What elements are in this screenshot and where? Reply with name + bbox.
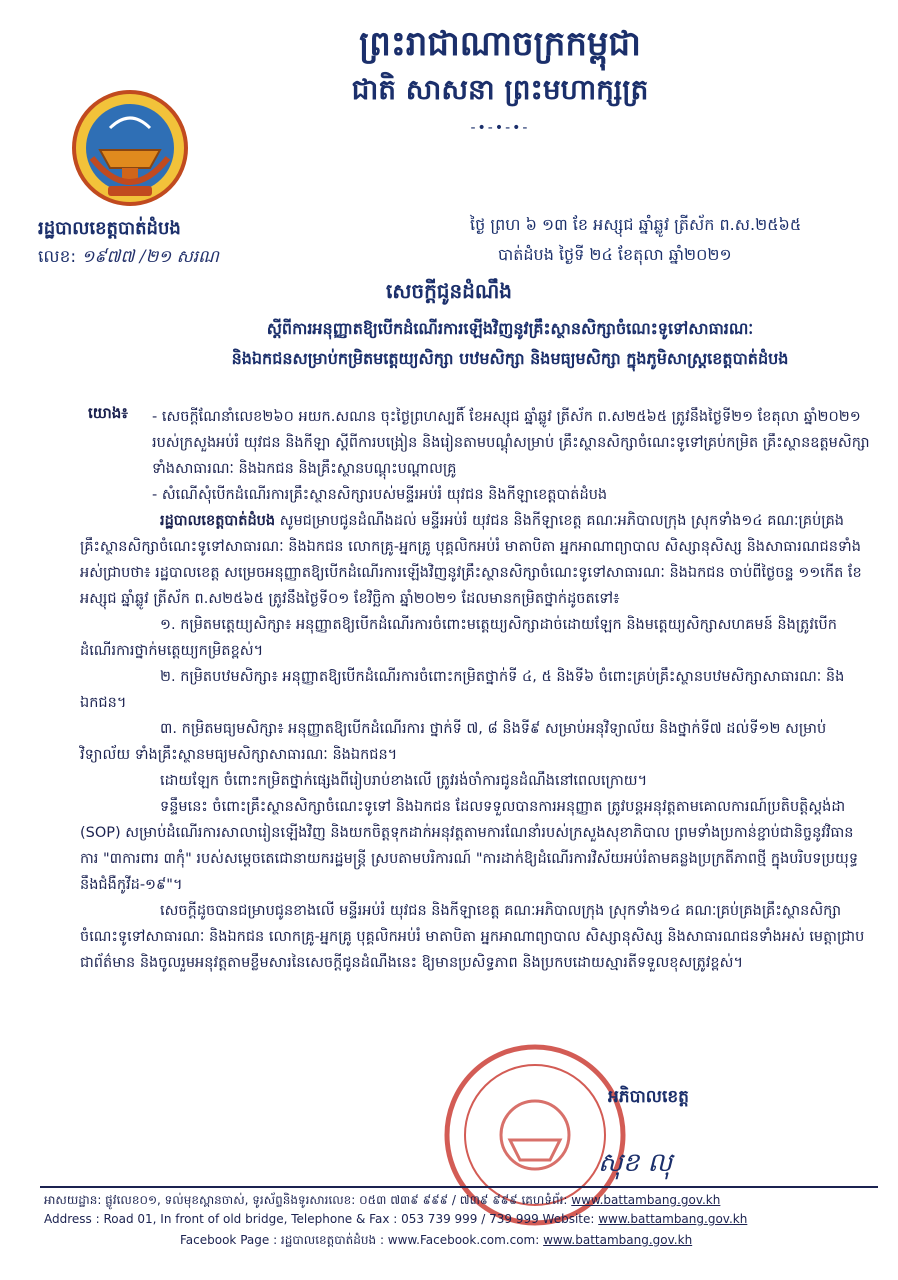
closing-paragraph: សេចក្តីដូចបានជម្រាបជូនខាងលើ មន្ទីរអប់រំ យុវជន និងកីឡាខេត្ត គណៈអភិបាលក្រុង ស្រុកទាំង១៤ គណៈគ្រប់គ្រងគ្រឹះស្ថានសិក្សាចំណេះទូទៅសាធារណៈ និងឯកជន លោកគ្រូ-អ្នកគ្រូ បុគ្គលិកអប់រំ មាតាបិតា អ្នកអាណាព្យាបាល សិស្សានុសិស្ស និងសាធារណជនទាំងអស់ មេត្តាជ្រាបជាព័ត៌មាន និងចូលរួមអនុវត្តតាមខ្លឹមសារនៃសេចក្តីជូនដំណឹងនេះ ឱ្យមានប្រសិទ្ធភាព និងប្រកបដោយស្មារតីទទួលខុសត្រូវខ្ពស់។	[80, 903, 865, 971]
kingdom-heading: ព្រះរាជាណាចក្រកម្ពុជា	[359, 24, 641, 64]
sop-paragraph: ទន្ទឹមនេះ ចំពោះគ្រឹះស្ថានសិក្សាចំណេះទូទៅ និងឯកជន ដែលទទួលបានការអនុញ្ញាត ត្រូវបន្តអនុវត្តតាមគោលការណ៍ប្រតិបត្តិស្តង់ដា (SOP) សម្រាប់ដំណើរការសាលារៀនឡើងវិញ និងយកចិត្តទុកដាក់អនុវត្តតាមការណែនាំរបស់ក្រសួងសុខាភិបាល ព្រមទាំងប្រកាន់ខ្ជាប់ជានិច្ចនូវវិធានការ "៣ការពារ ៣កុំ" របស់សម្តេចតេជោនាយករដ្ឋមន្ត្រី ស្របតាមបរិការណ៍ "ការដាក់ឱ្យដំណើរការវិស័យអប់រំតាមគន្លងប្រក្រតីភាពថ្មី ក្នុងបរិបទប្រយុទ្ធនឹងជំងឺកូវីដ-១៩"។	[80, 799, 859, 893]
intro-issuer: រដ្ឋបាលខេត្តបាត់ដំបង	[160, 513, 276, 529]
footer-address-khmer-text: អាសយដ្ឋាន: ផ្លូវលេខ០១, ទល់មុខស្ពានចាស់, ទូរស័ព្ទនិងទូរសារលេខ: ០៥៣ ៧៣៩ ៩៩៩ / ៧៣៩ ៩៩៩ គេហទំព័រ:	[44, 1193, 568, 1207]
subject-line: និងឯកជនសម្រាប់កម្រិតមត្តេយ្យសិក្សា បឋមសិក្សា និងមធ្យមសិក្សា ក្នុងភូមិសាស្ត្រខេត្តបាត់ដំបង	[231, 349, 789, 368]
website-link[interactable]: www.battambang.gov.kh	[598, 1212, 748, 1226]
reference-item: - សំណើសុំបើកដំណើរការគ្រឹះស្ថានសិក្សារបស់មន្ទីរអប់រំ យុវជន និងកីឡាខេត្តបាត់ដំបង	[152, 487, 608, 503]
reference-label: លេខ:	[38, 247, 77, 267]
footer-facebook	[180, 1232, 692, 1250]
facebook-link[interactable]: www.battambang.gov.kh	[543, 1233, 693, 1247]
national-motto: ជាតិ សាសនា ព្រះមហាក្សត្រ	[351, 73, 649, 106]
reference-item: - សេចក្តីណែនាំលេខ២៦០ អយក.សណន ចុះថ្ងៃព្រហស្បតិ៍ ខែអស្សុជ ឆ្នាំឆ្លូវ ត្រីស័ក ព.ស២៥៦៥ ត្រូវនឹងថ្ងៃទី២១ ខែតុលា ឆ្នាំ២០២១ របស់ក្រសួងអប់រំ យុវជន និងកីឡា ស្តីពីការបង្រៀន និងរៀនតាមបណ្តុំសម្រាប់ គ្រឹះស្ថានសិក្សាចំណេះទូទៅគ្រប់កម្រិត គ្រឹះស្ថានឧត្តមសិក្សាទាំងសាធារណៈ និងឯកជន និងគ្រឹះស្ថានបណ្តុះបណ្តាលគ្រូ	[152, 409, 870, 477]
reference-value: ១៩៧៧ /២១ សរណ	[81, 247, 219, 267]
reference-number	[38, 246, 219, 271]
header-ornament: -•-•-•-	[470, 120, 530, 136]
signatory-title: អភិបាលខេត្ត	[608, 1087, 689, 1107]
document-subject	[150, 314, 870, 374]
address-text: : Road 01, In front of old bridge, Telephone & Fax : 053 739 999 / 739 999 Website:	[91, 1212, 599, 1226]
footer-divider	[40, 1186, 878, 1188]
level-item: ១. កម្រិតមត្តេយ្យសិក្សា៖ អនុញ្ញាតឱ្យបើកដំណើរការចំពោះមត្តេយ្យសិក្សាដាច់ដោយឡែក និងមត្តេយ្យសិក្សាសហគមន៍ និងត្រូវបើកដំណើរការថ្នាក់មត្តេយ្យកម្រិតខ្ពស់។	[80, 617, 837, 659]
lunar-date: ថ្ងៃ ព្រហ ៦ ១៣ ខែ អស្សុជ ឆ្នាំឆ្លូវ ត្រីស័ក ព.ស.២៥៦៥	[470, 215, 802, 234]
footer-address-khmer	[44, 1192, 720, 1210]
intro-paragraph	[80, 508, 870, 612]
facebook-text: រដ្ឋបាលខេត្តបាត់ដំបង : www.Facebook.com.com:	[280, 1233, 544, 1247]
level-item: ២. កម្រិតបឋមសិក្សា៖ អនុញ្ញាតឱ្យបើកដំណើរការចំពោះកម្រិតថ្នាក់ទី ៤, ៥ និងទី៦ ចំពោះគ្រប់គ្រឹះស្ថានបឋមសិក្សាសាធារណៈ និងឯកជន។	[80, 669, 845, 711]
footer-address-english	[44, 1212, 747, 1226]
intro-text: សូមជម្រាបជូនដំណឹងដល់ មន្ទីរអប់រំ យុវជន និងកីឡាខេត្ត គណៈអភិបាលក្រុង ស្រុកទាំង១៤ គណៈគ្រប់គ្រងគ្រឹះស្ថានសិក្សាចំណេះទូទៅសាធារណៈ និងឯកជន លោកគ្រូ-អ្នកគ្រូ បុគ្គលិកអប់រំ មាតាបិតា អ្នកអាណាព្យាបាល សិស្សានុសិស្ស និងសាធារណជនទាំងអស់ជ្រាបថា៖ រដ្ឋបាលខេត្ត សម្រេចអនុញ្ញាតឱ្យបើកដំណើរការឡើងវិញនូវគ្រឹះស្ថានសិក្សាចំណេះទូទៅសាធារណៈ និងឯកជន ចាប់ពីថ្ងៃចន្ទ ១១កើត ខែអស្សុជ ឆ្នាំឆ្លូវ ត្រីស័ក ព.ស២៥៦៥ ត្រូវនឹងថ្ងៃទី០១ ខែវិច្ឆិកា ឆ្នាំ២០២១ ដែលមានកម្រិតថ្នាក់ដូចតទៅ៖	[80, 513, 862, 607]
level-item: ៣. កម្រិតមធ្យមសិក្សា៖ អនុញ្ញាតឱ្យបើកដំណើរការ ថ្នាក់ទី ៧, ៨ និងទី៩ សម្រាប់អនុវិទ្យាល័យ និងថ្នាក់ទី៧ ដល់ទី១២ សម្រាប់វិទ្យាល័យ ទាំងគ្រឹះស្ថានមធ្យមសិក្សាសាធារណៈ និងឯកជន។	[80, 721, 827, 763]
website-link[interactable]: www.battambang.gov.kh	[571, 1193, 721, 1207]
signatory-name: សុខ លុ	[598, 1148, 673, 1178]
document-title: សេចក្តីជូនដំណឹង	[386, 279, 512, 303]
address-label: Address	[44, 1212, 92, 1226]
issuer-name: រដ្ឋបាលខេត្តបាត់ដំបង	[38, 218, 181, 239]
facebook-label: Facebook Page :	[180, 1233, 281, 1247]
subject-line: ស្តីពីការអនុញ្ញាតឱ្យបើកដំណើរការឡើងវិញនូវគ្រឹះស្ថានសិក្សាចំណេះទូទៅសាធារណៈ	[266, 319, 754, 338]
battambang-province-logo	[70, 88, 190, 208]
other-levels-paragraph: ដោយឡែក ចំពោះកម្រិតថ្នាក់ផ្សេងពីរៀបរាប់ខាងលើ ត្រូវរង់ចាំការជូនដំណឹងនៅពេលក្រោយ។	[160, 773, 648, 789]
solar-date: បាត់ដំបង ថ្ងៃទី ២៤ ខែតុលា ឆ្នាំ២០២១	[498, 245, 732, 264]
references-label: យោង៖	[88, 404, 128, 422]
document-body	[80, 404, 870, 976]
